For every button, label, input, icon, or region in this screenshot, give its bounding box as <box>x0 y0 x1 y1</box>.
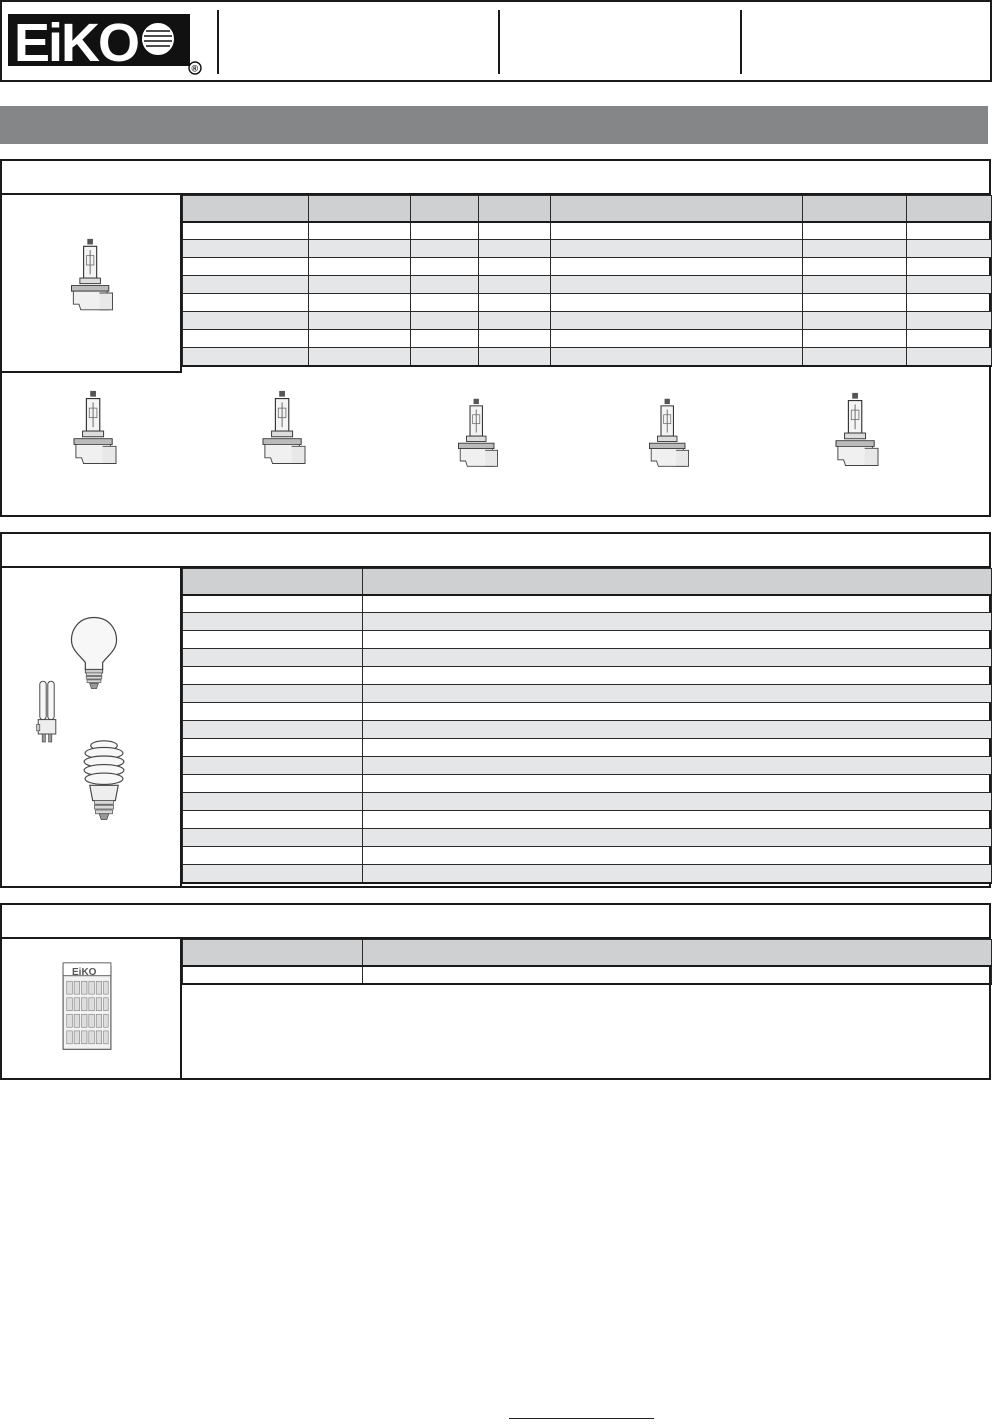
table-row <box>183 348 992 366</box>
table-row <box>183 739 992 757</box>
svg-text:EiKO: EiKO <box>14 13 139 73</box>
table-row <box>183 793 992 811</box>
table-row <box>183 595 992 613</box>
table-row <box>183 222 992 240</box>
section-title-bar <box>2 161 989 195</box>
table-row <box>183 757 992 775</box>
halogen-bulb-icon <box>64 237 120 321</box>
section-divider <box>2 371 182 373</box>
cfl-plug-in-bulb-icon <box>35 674 59 754</box>
section-image-column <box>2 195 182 371</box>
table-row <box>183 240 992 258</box>
halogen-spec-table <box>182 195 992 367</box>
table-row <box>183 613 992 631</box>
incandescent-bulb-icon <box>68 612 120 694</box>
section-image-column <box>2 568 182 888</box>
table-row <box>183 811 992 829</box>
display-spec-table <box>182 939 992 985</box>
footer-rule <box>509 1418 654 1419</box>
table-row <box>183 258 992 276</box>
table-row <box>183 631 992 649</box>
svg-text:EiKO: EiKO <box>72 967 97 978</box>
section-title-bar <box>2 905 989 939</box>
eiko-logo <box>8 8 204 76</box>
section-image-column <box>2 939 182 1080</box>
cfl-spiral-bulb-icon <box>80 738 128 828</box>
table-row <box>183 865 992 883</box>
halogen-bulb-icon <box>255 389 313 475</box>
table-row <box>183 829 992 847</box>
table-header-row <box>183 940 992 966</box>
document-header <box>0 0 992 82</box>
table-row <box>183 667 992 685</box>
halogen-bulb-icon <box>66 389 124 475</box>
household-lamps-section <box>0 532 991 888</box>
eiko-display-rack-icon <box>54 961 120 1053</box>
table-row <box>183 649 992 667</box>
header-divider <box>217 10 219 74</box>
display-section <box>0 903 991 1080</box>
category-banner <box>0 106 988 144</box>
table-row <box>183 685 992 703</box>
household-spec-table <box>182 568 992 884</box>
header-divider <box>740 10 742 74</box>
table-row <box>183 847 992 865</box>
svg-text:®: ® <box>191 63 199 74</box>
table-row <box>183 294 992 312</box>
halogen-section <box>0 159 991 517</box>
halogen-bulb-icon <box>828 391 886 477</box>
table-row <box>183 276 992 294</box>
table-header-row <box>183 196 992 222</box>
halogen-bulb-icon <box>640 397 698 477</box>
header-divider <box>498 10 500 74</box>
table-row <box>183 703 992 721</box>
table-row <box>183 721 992 739</box>
table-row <box>183 312 992 330</box>
table-row <box>183 330 992 348</box>
table-row <box>183 966 992 984</box>
table-row <box>183 775 992 793</box>
section-title-bar <box>2 534 989 568</box>
halogen-bulb-icon <box>449 397 507 477</box>
table-header-row <box>183 569 992 595</box>
